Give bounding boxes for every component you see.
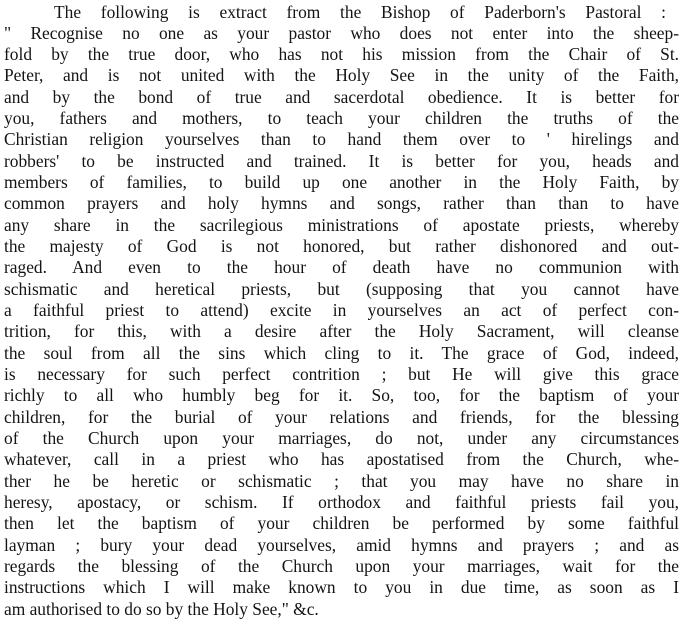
text-line: common prayers and holy hymns and songs, rather than than to have	[4, 193, 679, 213]
text-line: the soul from all the sins which cling to it. The grace of God, indeed,	[4, 343, 679, 363]
text-line: and by the bond of true and sacerdotal obedience. It is better for	[4, 87, 679, 107]
text-line: whatever, call in a priest who has apostatised from the Church, whe-	[4, 449, 679, 469]
text-line: members of families, to build up one another in the Holy Faith, by	[4, 172, 679, 192]
text-line: richly to all who humbly beg for it. So, too, for the baptism of your	[4, 385, 679, 405]
text-line: layman ; bury your dead yourselves, amid hymns and prayers ; and as	[4, 535, 679, 555]
text-line: heresy, apostacy, or schism. If orthodox and faithful priests fail you,	[4, 492, 679, 512]
text-line: Christian religion yourselves than to hand them over to ' hirelings and	[4, 129, 679, 149]
text-line: instructions which I will make known to you in due time, as soon as I	[4, 577, 679, 597]
text-line: ther he be heretic or schismatic ; that you may have no share in	[4, 471, 679, 491]
text-line: " Recognise no one as your pastor who does not enter into the sheep-	[4, 23, 679, 43]
text-line: regards the blessing of the Church upon your marriages, wait for the	[4, 556, 679, 576]
text-line: you, fathers and mothers, to teach your children the truths of the	[4, 108, 679, 128]
text-line: schismatic and heretical priests, but (supposing that you cannot have	[4, 279, 679, 299]
text-line: then let the baptism of your children be performed by some faithful	[4, 513, 679, 533]
text-line: raged. And even to the hour of death have no communion with	[4, 257, 679, 277]
text-line: robbers' to be instructed and trained. It is better for you, heads and	[4, 151, 679, 171]
text-line-intro: The following is extract from the Bishop of Paderborn's Pastoral :	[54, 2, 666, 22]
text-line: fold by the true door, who has not his mission from the Chair of St.	[4, 44, 679, 64]
text-line: Peter, and is not united with the Holy See in the unity of the Faith,	[4, 65, 679, 85]
text-line-final: am authorised to do so by the Holy See," &c.	[4, 599, 319, 619]
text-line: any share in the sacrilegious ministrations of apostate priests, whereby	[4, 215, 679, 235]
text-line: is necessary for such perfect contrition ; but He will give this grace	[4, 364, 679, 384]
text-line: of the Church upon your marriages, do not, under any circumstances	[4, 428, 679, 448]
text-line: trition, for this, with a desire after the Holy Sacrament, will cleanse	[4, 321, 679, 341]
text-line: children, for the burial of your relations and friends, for the blessing	[4, 407, 679, 427]
text-line: the majesty of God is not honored, but rather dishonored and out-	[4, 236, 679, 256]
text-line: a faithful priest to attend) excite in yourselves an act of perfect con-	[4, 300, 679, 320]
